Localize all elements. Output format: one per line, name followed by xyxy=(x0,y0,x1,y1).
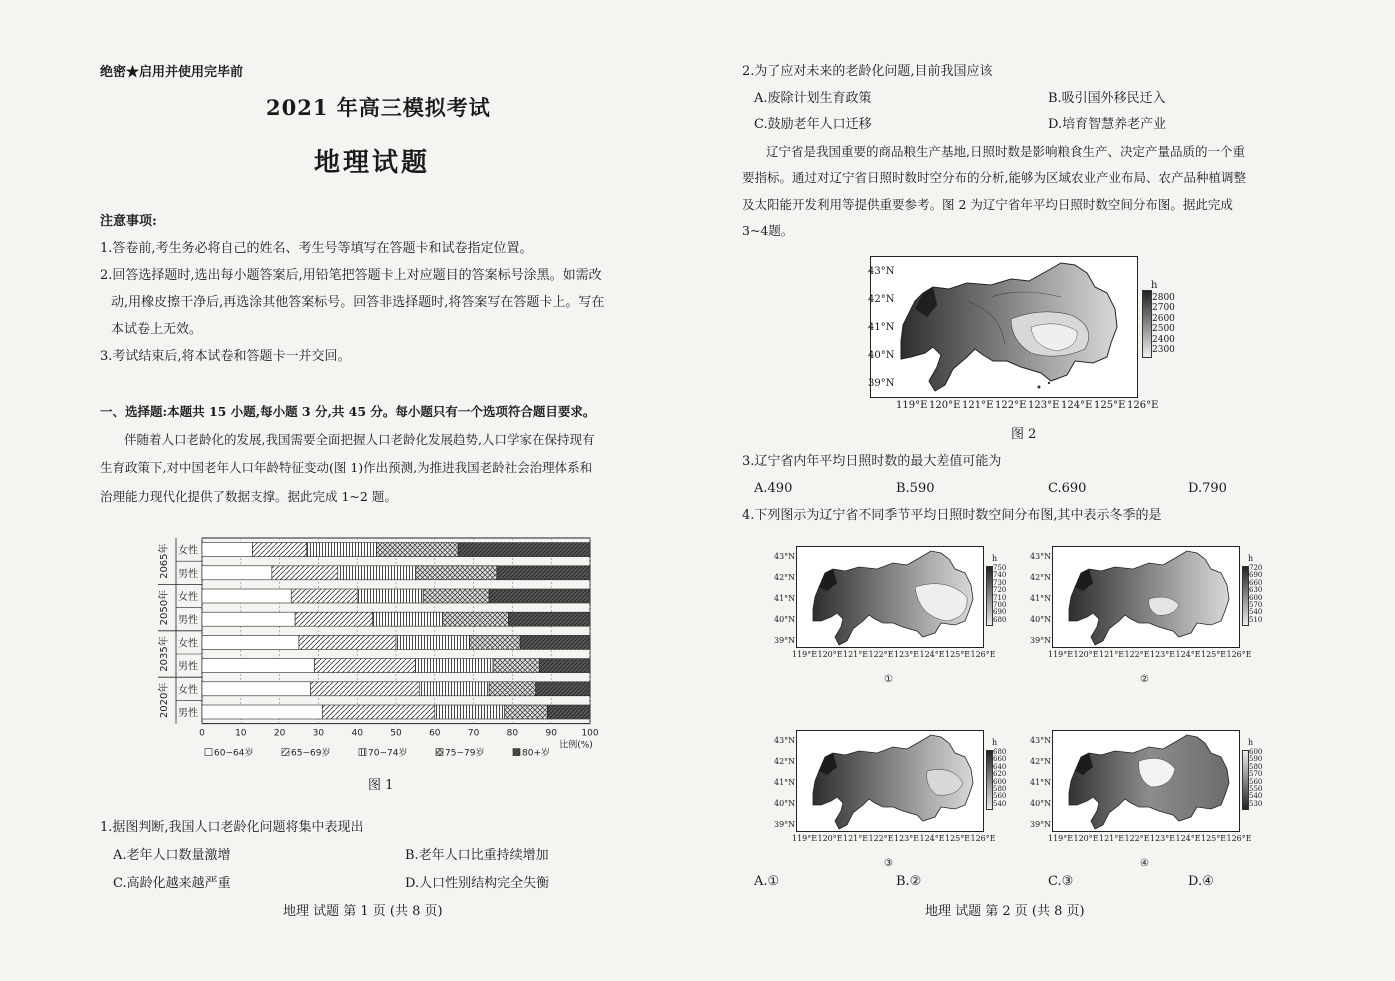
season-map-lon-label: 122°E xyxy=(1124,834,1150,843)
season-map-lat-label: 42°N xyxy=(774,757,796,766)
intro2-line: 及太阳能开发利用等提供重要参考。图 2 为辽宁省年平均日照时数空间分布图。据此完成 xyxy=(742,197,1233,212)
season-map-legend-label: 560 xyxy=(1249,777,1263,786)
chart-bar-segment xyxy=(435,705,505,719)
season-map-legend-label: 550 xyxy=(1249,785,1263,793)
season-map-legend-label: 690 xyxy=(993,608,1007,617)
chart-x-tick: 60 xyxy=(429,728,441,739)
chart-bar-segment xyxy=(547,705,590,719)
chart-row-label: 男性 xyxy=(178,568,198,580)
chart-bar-segment xyxy=(272,566,338,580)
chart-bar-segment xyxy=(415,566,496,580)
chart-bar-segment xyxy=(489,682,536,696)
chart-bar-segment xyxy=(443,612,509,626)
q1-option-c[interactable]: C.高龄化越来越严重 xyxy=(113,876,231,891)
chart-bar-segment xyxy=(396,635,470,649)
notice-line: 动,用橡皮擦干净后,再选涂其他答案标号。回答非选择题时,将答案写在答题卡上。写在 xyxy=(111,295,605,310)
season-map-lon-label: 119°E xyxy=(1048,650,1074,659)
season-map xyxy=(1052,546,1240,648)
q2-option-a[interactable]: A.废除计划生育政策 xyxy=(754,91,872,106)
chart-row-label: 女性 xyxy=(178,638,198,650)
chart-bar-segment xyxy=(458,543,590,557)
season-map-lon-label: 125°E xyxy=(945,650,971,659)
chart-bar-segment xyxy=(295,612,373,626)
season-map-legend-label: 510 xyxy=(1249,615,1263,624)
season-map-legend-label: 600 xyxy=(993,777,1007,786)
notice-line: 1.答卷前,考生务必将自己的姓名、考生号等填写在答题卡和试卷指定位置。 xyxy=(100,241,533,256)
figure-1-chart xyxy=(150,530,620,770)
season-map-graphic xyxy=(1053,731,1239,831)
season-map-lon-label: 126°E xyxy=(970,650,996,659)
season-map-lon-label: 125°E xyxy=(945,834,971,843)
chart-bar-segment xyxy=(202,659,315,673)
season-map-legend-unit: h xyxy=(1248,738,1254,747)
season-map-lat-label: 42°N xyxy=(1030,573,1052,582)
lon-label: 123°E xyxy=(1028,400,1060,411)
season-map-legend-label: 540 xyxy=(1249,792,1263,801)
season-map-graphic xyxy=(1053,547,1239,647)
season-map-legend-label: 730 xyxy=(993,578,1007,587)
fig2-legend-label: 2600 xyxy=(1152,313,1175,324)
season-map-legend-label: 590 xyxy=(1249,755,1263,764)
q1-option-b[interactable]: B.老年人口比重持续增加 xyxy=(405,848,549,863)
fig2-legend-label: 2700 xyxy=(1152,303,1175,314)
chart-row-label: 男性 xyxy=(178,708,198,719)
lat-label: 41°N xyxy=(868,322,895,333)
season-map-legend-label: 700 xyxy=(993,601,1007,609)
season-map-legend-label: 720 xyxy=(993,586,1007,595)
lat-label: 39°N xyxy=(868,378,895,389)
chart-year-label: 2020年 xyxy=(159,682,170,719)
season-map-lat-label: 42°N xyxy=(774,573,796,582)
chart-bar-segment xyxy=(377,543,458,557)
chart-x-tick: 10 xyxy=(235,728,247,739)
q4-stem: 4.下列图示为辽宁省不同季节平均日照时数空间分布图,其中表示冬季的是 xyxy=(742,508,1162,523)
notice-line: 本试卷上无效。 xyxy=(111,322,203,337)
chart-legend-label: 80+岁 xyxy=(522,748,550,759)
q2-option-b[interactable]: B.吸引国外移民迁入 xyxy=(1048,91,1166,106)
q4-option-b[interactable]: B.② xyxy=(896,874,922,889)
season-map-legend-label: 660 xyxy=(993,755,1007,764)
chart-row-label: 女性 xyxy=(178,684,198,696)
chart-x-tick: 100 xyxy=(581,728,599,739)
chart-bar-segment xyxy=(202,612,295,626)
notice-line: 2.回答选择题时,选出每小题答案后,用铅笔把答题卡上对应题目的答案标号涂黑。如需改 xyxy=(100,268,602,283)
season-map-lon-label: 126°E xyxy=(1226,834,1252,843)
season-map-legend-bar xyxy=(1242,566,1249,626)
season-map-lat-label: 40°N xyxy=(774,799,796,808)
chart-bar-segment xyxy=(202,682,311,696)
chart-x-tick: 20 xyxy=(273,728,286,739)
season-map-lat-label: 43°N xyxy=(774,552,796,561)
chart-bar-segment xyxy=(419,682,489,696)
season-map-lon-label: 126°E xyxy=(1226,650,1252,659)
chart-row-label: 女性 xyxy=(178,592,198,603)
chart-legend-swatch xyxy=(282,749,289,756)
chart-row-label: 男性 xyxy=(178,615,198,627)
lon-label: 119°E xyxy=(896,400,928,411)
figure-1-caption: 图 1 xyxy=(368,778,394,793)
fig2-legend-unit: h xyxy=(1151,280,1158,291)
season-map-lat-label: 41°N xyxy=(774,778,796,787)
intro2-line: 辽宁省是我国重要的商品粮生产基地,日照时数是影响粮食生产、决定产量品质的一个重 xyxy=(766,144,1245,159)
season-map-lon-label: 124°E xyxy=(1175,834,1201,843)
season-map-lat-label: 39°N xyxy=(774,636,796,645)
chart-bar-segment xyxy=(520,635,590,649)
season-map-legend-label: 580 xyxy=(993,785,1007,793)
season-map-legend-label: 580 xyxy=(1249,762,1263,771)
season-map-lon-label: 119°E xyxy=(792,834,818,843)
season-map-lon-label: 120°E xyxy=(1073,834,1099,843)
chart-x-tick: 70 xyxy=(467,728,480,739)
lon-label: 122°E xyxy=(995,400,1027,411)
season-map-lon-label: 120°E xyxy=(817,834,843,843)
chart-bar-segment xyxy=(493,659,540,673)
chart-bar-segment xyxy=(202,705,322,719)
chart-bar-segment xyxy=(373,612,443,626)
chart-bar-segment xyxy=(299,635,396,649)
season-map-lon-label: 123°E xyxy=(894,650,920,659)
chart-row-label: 男性 xyxy=(178,661,198,673)
intro2-line: 要指标。通过对辽宁省日照时数时空分布的分析,能够为区域农业产业布局、农产品种植调整 xyxy=(742,170,1246,185)
season-map-legend-label: 600 xyxy=(1249,593,1263,602)
season-map-legend-label: 740 xyxy=(993,571,1007,580)
season-map-legend-label: 570 xyxy=(1249,601,1263,609)
season-map-lat-label: 39°N xyxy=(774,820,796,829)
season-map-legend-bar xyxy=(986,566,993,626)
chart-bar-segment xyxy=(202,635,299,649)
season-map-graphic xyxy=(797,547,983,647)
season-map-label: ① xyxy=(884,674,893,685)
chart-x-tick: 80 xyxy=(506,728,519,739)
season-map-legend-label: 540 xyxy=(993,799,1007,808)
season-map-lon-label: 122°E xyxy=(1124,650,1150,659)
page-footer-left: 地理 试题 第 1 页 (共 8 页) xyxy=(283,904,443,919)
season-map-lon-label: 125°E xyxy=(1201,650,1227,659)
season-map-lon-label: 126°E xyxy=(970,834,996,843)
intro-line: 生育政策下,对中国老年人口年龄特征变动(图 1)作出预测,为推进我国老龄社会治理体系和 xyxy=(100,460,593,475)
chart-bar-segment xyxy=(322,705,435,719)
season-map-legend-label: 560 xyxy=(993,792,1007,801)
season-map-lon-label: 125°E xyxy=(1201,834,1227,843)
q3-option-c[interactable]: C.690 xyxy=(1048,481,1087,496)
q4-option-a[interactable]: A.① xyxy=(754,874,780,889)
season-map-lon-label: 120°E xyxy=(1073,650,1099,659)
season-map-legend-label: 530 xyxy=(1249,799,1263,808)
chart-bar-segment xyxy=(423,589,489,603)
q3-option-a[interactable]: A.490 xyxy=(754,481,793,496)
q1-stem: 1.据图判断,我国人口老龄化问题将集中表现出 xyxy=(100,820,364,835)
lon-label: 124°E xyxy=(1061,400,1093,411)
confidential-mark: 绝密★启用并使用完毕前 xyxy=(100,65,244,80)
chart-x-label: 比例(%) xyxy=(559,740,593,751)
q3-option-d[interactable]: D.790 xyxy=(1188,481,1227,496)
lon-label: 120°E xyxy=(929,400,961,411)
lat-label: 43°N xyxy=(868,266,895,277)
intro-line: 伴随着人口老龄化的发展,我国需要全面把握人口老龄化发展趋势,人口学家在保持现有 xyxy=(124,432,595,447)
chart-x-tick: 0 xyxy=(199,728,205,739)
chart-bar-segment xyxy=(415,659,493,673)
season-map-lon-label: 121°E xyxy=(843,834,869,843)
season-map-lat-label: 41°N xyxy=(1030,778,1052,787)
chart-bar-segment xyxy=(509,612,590,626)
season-map-lon-label: 124°E xyxy=(919,834,945,843)
season-map-legend-label: 680 xyxy=(993,748,1007,756)
q3-option-b[interactable]: B.590 xyxy=(896,481,935,496)
chart-year-label: 2035年 xyxy=(159,636,170,672)
season-map-legend-label: 680 xyxy=(993,615,1007,624)
season-map-legend-label: 660 xyxy=(1249,578,1263,587)
season-map-lat-label: 40°N xyxy=(1030,799,1052,808)
season-map-legend-label: 690 xyxy=(1249,571,1263,580)
fig2-legend-bar xyxy=(1142,290,1152,358)
season-map-legend-label: 720 xyxy=(1249,564,1263,572)
chart-bar-segment xyxy=(489,589,590,603)
chart-x-tick: 50 xyxy=(390,728,402,739)
season-map-legend-label: 630 xyxy=(1249,586,1263,595)
season-map-legend-unit: h xyxy=(992,738,998,747)
season-map-lat-label: 41°N xyxy=(774,594,796,603)
chart-bar-segment xyxy=(252,543,306,557)
q1-option-a[interactable]: A.老年人口数量激增 xyxy=(113,848,231,863)
season-map-lon-label: 122°E xyxy=(868,834,894,843)
chart-x-tick: 40 xyxy=(351,728,363,739)
season-map-lat-label: 41°N xyxy=(1030,594,1052,603)
season-map-label: ③ xyxy=(884,858,893,869)
q2-stem: 2.为了应对未来的老龄化问题,目前我国应该 xyxy=(742,64,993,79)
chart-legend-swatch xyxy=(205,749,212,756)
q2-option-d[interactable]: D.培育智慧养老产业 xyxy=(1048,117,1167,132)
season-map-legend-label: 710 xyxy=(993,593,1007,602)
chart-bar-segment xyxy=(307,543,377,557)
chart-legend-label: 65~69岁 xyxy=(291,748,331,759)
chart-legend-label: 60~64岁 xyxy=(214,748,254,759)
fig2-legend-label: 2500 xyxy=(1152,324,1175,335)
chart-year-label: 2050年 xyxy=(159,589,170,626)
season-map-lon-label: 120°E xyxy=(817,650,843,659)
chart-year-label: 2065年 xyxy=(159,543,170,579)
season-map-lat-label: 40°N xyxy=(774,615,796,624)
subject-title: 地理试题 xyxy=(314,148,431,178)
fig2-legend-label: 2300 xyxy=(1152,345,1175,355)
season-map-label: ④ xyxy=(1140,858,1149,869)
season-map-legend-unit: h xyxy=(1248,554,1254,563)
lon-axis xyxy=(896,400,1159,414)
chart-bar-segment xyxy=(470,635,520,649)
season-map-lon-label: 122°E xyxy=(868,650,894,659)
season-map-land xyxy=(1069,551,1229,645)
chart-legend-label: 70~74岁 xyxy=(368,748,408,759)
season-map-lon-label: 124°E xyxy=(919,650,945,659)
chart-legend-swatch xyxy=(436,749,443,756)
chart-bar-segment xyxy=(505,705,548,719)
season-map xyxy=(796,730,984,832)
season-map-lon-label: 123°E xyxy=(894,834,920,843)
chart-bar-segment xyxy=(536,682,590,696)
fig2-legend-labels xyxy=(1152,293,1192,357)
season-map-lon-label: 124°E xyxy=(1175,650,1201,659)
fig2-legend-label: 2400 xyxy=(1152,334,1175,345)
fig2-legend-label: 2800 xyxy=(1152,293,1175,303)
chart-bar-segment xyxy=(202,589,291,603)
season-map-lon-label: 119°E xyxy=(792,650,818,659)
chart-bar-segment xyxy=(497,566,590,580)
season-map-lat-label: 43°N xyxy=(1030,552,1052,561)
season-map-legend-label: 540 xyxy=(1249,608,1263,617)
season-map xyxy=(796,546,984,648)
notice-line: 3.考试结束后,将本试卷和答题卡一并交回。 xyxy=(100,349,351,364)
q1-option-d[interactable]: D.人口性别结构完全失衡 xyxy=(405,876,550,891)
season-map-lat-label: 40°N xyxy=(1030,615,1052,624)
q4-option-c[interactable]: C.③ xyxy=(1048,874,1074,889)
exam-title: 2021 年高三模拟考试 xyxy=(266,95,491,120)
q3-stem: 3.辽宁省内年平均日照时数的最大差值可能为 xyxy=(742,454,1002,469)
chart-bar-segment xyxy=(291,589,357,603)
chart-bar-segment xyxy=(315,659,416,673)
season-map-lon-label: 119°E xyxy=(1048,834,1074,843)
season-map-legend-unit: h xyxy=(992,554,998,563)
chart-x-tick: 90 xyxy=(545,728,557,739)
season-map-legend-bar xyxy=(1242,750,1249,810)
season-map-lon-label: 123°E xyxy=(1150,834,1176,843)
lat-label: 40°N xyxy=(868,350,895,361)
season-map xyxy=(1052,730,1240,832)
chart-bar-segment xyxy=(202,566,272,580)
q4-option-d[interactable]: D.④ xyxy=(1188,874,1214,889)
season-map-lon-label: 121°E xyxy=(1099,834,1125,843)
season-map-lon-label: 121°E xyxy=(1099,650,1125,659)
intro2-line: 3~4题。 xyxy=(742,223,794,238)
chart-bar-segment xyxy=(338,566,416,580)
season-map-graphic xyxy=(797,731,983,831)
chart-bar-segment xyxy=(202,543,252,557)
chart-x-tick: 30 xyxy=(312,728,325,739)
q2-option-c[interactable]: C.鼓励老年人口迁移 xyxy=(754,117,872,132)
season-map-lat-label: 43°N xyxy=(1030,736,1052,745)
season-map-label: ② xyxy=(1140,674,1149,685)
lon-label: 126°E xyxy=(1127,400,1159,411)
season-map-legend-label: 570 xyxy=(1249,770,1263,779)
season-map-lon-label: 121°E xyxy=(843,650,869,659)
section-heading: 一、选择题:本题共 15 小题,每小题 3 分,共 45 分。每小题只有一个选项符合题目要求。 xyxy=(100,404,596,419)
chart-bar-segment xyxy=(540,659,590,673)
page-footer-right: 地理 试题 第 2 页 (共 8 页) xyxy=(925,904,1085,919)
intro-line: 治理能力现代化提供了数据支撑。据此完成 1~2 题。 xyxy=(100,489,397,504)
chart-bar-segment xyxy=(357,589,423,603)
chart-bar-segment xyxy=(311,682,420,696)
season-map-legend-label: 750 xyxy=(993,564,1007,572)
season-map-lat-label: 39°N xyxy=(1030,820,1052,829)
lon-label: 125°E xyxy=(1094,400,1126,411)
season-map-lat-label: 42°N xyxy=(1030,757,1052,766)
season-map-legend-label: 600 xyxy=(1249,748,1263,756)
figure-2-map xyxy=(870,256,1138,398)
chart-legend-swatch xyxy=(359,749,366,756)
lat-label: 42°N xyxy=(868,294,895,305)
season-map-legend-bar xyxy=(986,750,993,810)
chart-legend-swatch xyxy=(513,749,520,756)
figure-2-caption: 图 2 xyxy=(1011,427,1037,442)
season-map-legend-label: 620 xyxy=(993,770,1007,779)
season-map-lon-label: 123°E xyxy=(1150,650,1176,659)
chart-row-label: 女性 xyxy=(178,545,198,557)
season-map-lat-label: 39°N xyxy=(1030,636,1052,645)
season-map-legend-label: 640 xyxy=(993,762,1007,771)
notice-heading: 注意事项: xyxy=(100,214,157,229)
chart-legend-label: 75~79岁 xyxy=(445,748,485,759)
season-map-lat-label: 43°N xyxy=(774,736,796,745)
lon-label: 121°E xyxy=(962,400,994,411)
